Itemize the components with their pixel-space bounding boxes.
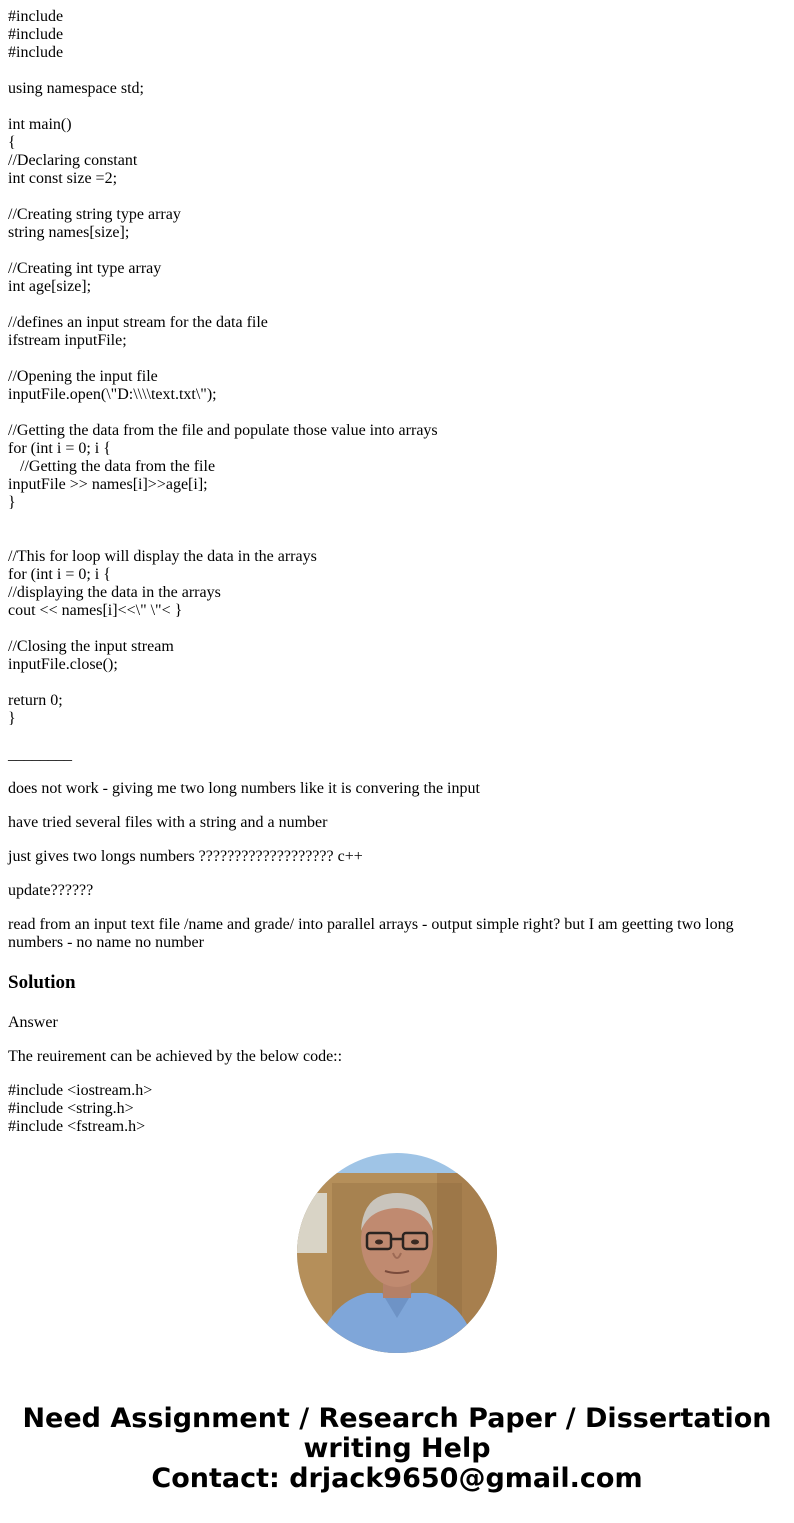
solution-code-block — [8, 1082, 786, 1136]
code-line: #include — [8, 44, 64, 61]
avatar-image — [297, 1153, 497, 1353]
footer-line-2: writing Help — [303, 1433, 491, 1464]
solution-code-line: #include <fstream.h> — [8, 1118, 146, 1135]
code-line: string names[size]; — [8, 224, 130, 241]
question-paragraph-3: just gives two longs numbers ??????????????????? c++ — [8, 848, 363, 865]
code-line: int main() — [8, 116, 72, 133]
footer-contact: Contact: drjack9650@gmail.com — [151, 1463, 643, 1494]
code-line — [8, 242, 786, 260]
code-line — [8, 350, 786, 368]
code-line — [8, 530, 786, 548]
code-line: inputFile.close(); — [8, 656, 118, 673]
code-line: ifstream inputFile; — [8, 332, 127, 349]
code-line: int age[size]; — [8, 278, 92, 295]
code-line: cout << names[i]<<\" \"< } — [8, 602, 183, 619]
code-line — [8, 188, 786, 206]
code-line: //displaying the data in the arrays — [8, 584, 221, 601]
question-code-block — [8, 8, 786, 764]
code-line — [8, 674, 786, 692]
code-line: //Creating string type array — [8, 206, 181, 223]
code-line: //Getting the data from the file and populate those value into arrays — [8, 422, 438, 439]
code-line — [8, 512, 786, 530]
code-line: int const size =2; — [8, 170, 118, 187]
code-line: { — [8, 134, 16, 151]
code-line: inputFile >> names[i]>>age[i]; — [8, 476, 208, 493]
code-line: //Creating int type array — [8, 260, 162, 277]
code-line: //Declaring constant — [8, 152, 138, 169]
code-line — [8, 620, 786, 638]
code-line: //Opening the input file — [8, 368, 158, 385]
question-paragraph-5: read from an input text file /name and grade/ into parallel arrays - output simple right? but I am geetting two long numbers - no name no number — [8, 916, 734, 951]
code-line: ________ — [8, 746, 72, 763]
code-line: #include — [8, 26, 64, 43]
document-content — [8, 8, 786, 1136]
code-line: for (int i = 0; i { — [8, 566, 111, 583]
code-line — [8, 728, 786, 746]
code-line — [8, 296, 786, 314]
code-line: for (int i = 0; i { — [8, 440, 111, 457]
code-line: //defines an input stream for the data file — [8, 314, 268, 331]
question-paragraph-4: update?????? — [8, 882, 94, 899]
solution-heading: Solution — [8, 972, 76, 993]
solution-code-line: #include <string.h> — [8, 1100, 134, 1117]
author-avatar — [297, 1153, 497, 1353]
solution-intro: The reuirement can be achieved by the below code:: — [8, 1048, 343, 1065]
code-line — [8, 404, 786, 422]
footer-banner — [0, 1404, 794, 1494]
code-line: //Getting the data from the file — [8, 458, 216, 475]
question-paragraph-2: have tried several files with a string and a number — [8, 814, 328, 831]
code-line: #include — [8, 8, 64, 25]
code-line: using namespace std; — [8, 80, 144, 97]
question-paragraph-1: does not work - giving me two long numbers like it is convering the input — [8, 780, 480, 797]
code-line: inputFile.open(\"D:\\\\text.txt\"); — [8, 386, 217, 403]
solution-code-line: #include <iostream.h> — [8, 1082, 153, 1099]
code-line — [8, 98, 786, 116]
code-line: } — [8, 710, 16, 727]
code-line: return 0; — [8, 692, 63, 709]
code-line: //This for loop will display the data in the arrays — [8, 548, 317, 565]
footer-line-1: Need Assignment / Research Paper / Dissertation — [22, 1403, 772, 1434]
code-line — [8, 62, 786, 80]
answer-label: Answer — [8, 1014, 58, 1031]
code-line: } — [8, 494, 16, 511]
code-line: //Closing the input stream — [8, 638, 174, 655]
